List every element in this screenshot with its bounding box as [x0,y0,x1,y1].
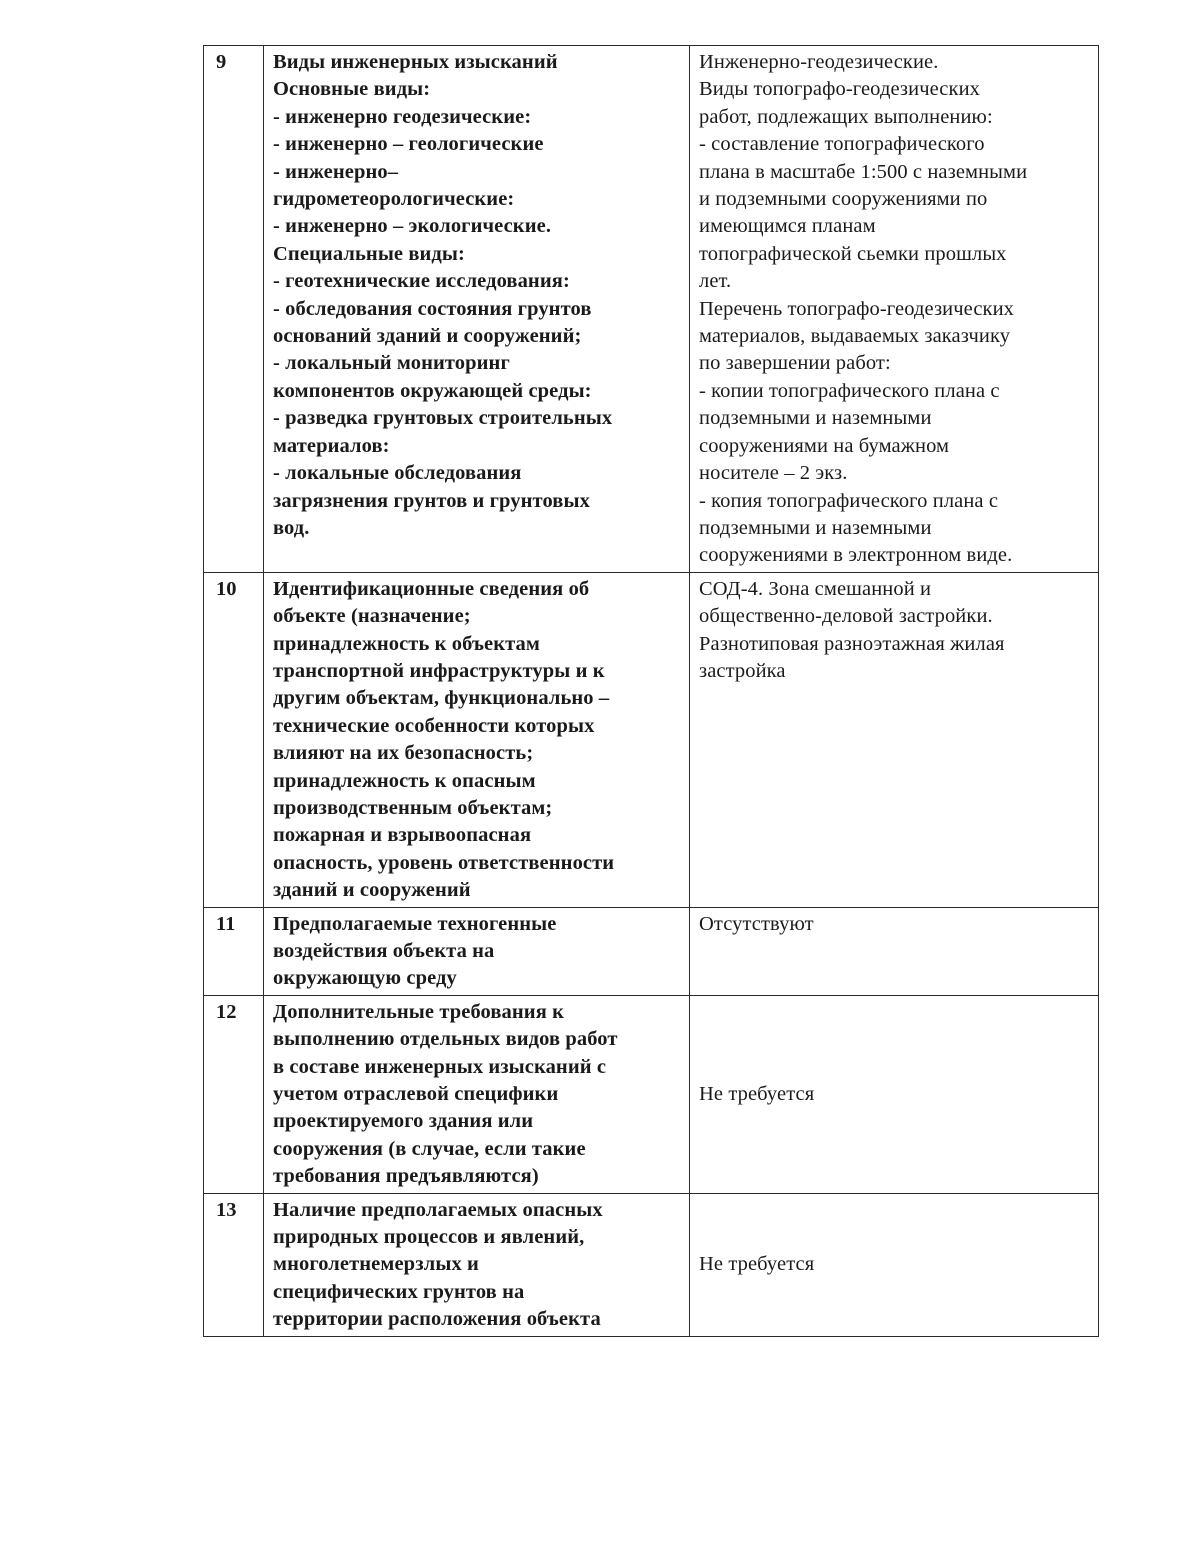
text-line: застройка [699,659,786,682]
text-line: Инженерно-геодезические. [699,51,939,73]
table-body [204,46,1099,1337]
table-row [204,1193,1099,1336]
text-line: Отсутствуют [699,912,814,935]
row-parameter-name [264,46,690,573]
text-line: подземными и наземными [699,516,932,539]
text-line: имеющимся планам [699,215,876,238]
text-line: Виды топографо-геодезических [699,78,980,101]
text-line: плана в масштабе 1:500 с наземными [699,160,1028,183]
text-line: и подземными сооружениями по [699,188,988,211]
text-line: воздействия объекта на [273,940,495,962]
text-line: специфических грунтов на [273,1280,525,1303]
text-line: по завершении работ: [699,352,891,375]
text-line: объекте (назначение; [273,605,471,628]
text-line: территории расположения объекта [273,1308,601,1331]
text-line: Не требуется [699,1083,815,1106]
text-line: - инженерно – геологические [273,133,544,156]
text-line: - локальные обследования [273,462,522,485]
text-line: Специальные виды: [273,242,465,265]
row-value [690,1193,1099,1336]
row-value [690,907,1099,995]
text-line: влияют на их безопасность; [273,742,534,765]
text-line: транспортной инфраструктуры и к [273,659,605,682]
row-parameter-name [264,572,690,907]
text-line: учетом отраслевой специфики [273,1083,559,1106]
text-line: проектируемого здания или [273,1110,534,1133]
text-line: гидрометеорологические: [273,188,515,211]
text-line: материалов: [273,434,390,457]
text-line: СОД-4. Зона смешанной и [699,577,932,600]
text-line: носителе – 2 экз. [699,462,848,485]
row-number: 11 [204,907,264,995]
text-line: зданий и сооружений [273,879,471,902]
text-line: лет. [699,270,732,293]
text-line: требования предъявляются) [273,1165,539,1188]
text-line: - инженерно– [273,160,399,183]
text-line: - геотехнические исследования: [273,270,570,293]
text-line: - копии топографического плана с [699,379,1000,402]
row-value [690,46,1099,573]
text-line: производственным объектам; [273,796,553,819]
text-line: подземными и наземными [699,407,932,430]
text-line: оснований зданий и сооружений; [273,325,582,348]
row-value [690,995,1099,1193]
row-number: 13 [204,1193,264,1336]
table-row [204,907,1099,995]
text-line: загрязнения грунтов и грунтовых [273,489,590,512]
row-parameter-name [264,1193,690,1336]
table-row [204,46,1099,573]
text-line: выполнению отдельных видов работ [273,1028,618,1051]
text-line: Наличие предполагаемых опасных [273,1198,603,1221]
text-line: многолетнемерзлых и [273,1253,479,1276]
text-line: другим объектам, функционально – [273,687,610,710]
text-line: Не требуется [699,1253,815,1276]
table-row [204,572,1099,907]
row-number: 10 [204,572,264,907]
text-line: Перечень топографо-геодезических [699,297,1015,320]
row-value [690,572,1099,907]
text-line: окружающую среду [273,967,457,990]
text-line: - составление топографического [699,133,985,156]
text-line: принадлежность к опасным [273,769,536,792]
text-line: компонентов окружающей среды: [273,379,592,402]
text-line: - инженерно геодезические: [273,105,532,128]
text-line: Виды инженерных изысканий [273,51,558,73]
text-line: Основные виды: [273,78,431,101]
text-line: сооружениями в электронном виде. [699,544,1013,567]
text-line: природных процессов и явлений, [273,1226,585,1249]
text-line: - обследования состояния грунтов [273,297,592,320]
text-line: - копия топографического плана с [699,489,999,512]
text-line: материалов, выдаваемых заказчику [699,325,1011,348]
row-number: 9 [204,46,264,573]
text-line: - разведка грунтовых строительных [273,407,613,430]
requirements-table [203,45,1099,1337]
text-line: работ, подлежащих выполнению: [699,105,993,128]
text-line: опасность, уровень ответственности [273,851,615,874]
row-parameter-name [264,995,690,1193]
text-line: - инженерно – экологические. [273,215,552,238]
text-line: принадлежность к объектам [273,632,540,655]
table-row [204,995,1099,1193]
text-line: вод. [273,516,310,539]
text-line: в составе инженерных изысканий с [273,1055,607,1078]
text-line: Идентификационные сведения об [273,577,590,600]
text-line: пожарная и взрывоопасная [273,824,532,847]
text-line: сооружения (в случае, если такие [273,1137,586,1160]
text-line: Разнотиповая разноэтажная жилая [699,632,1005,655]
text-line: сооружениями на бумажном [699,434,950,457]
text-line: Предполагаемые техногенные [273,912,557,935]
row-parameter-name [264,907,690,995]
text-line: технические особенности которых [273,714,595,737]
text-line: топографической сьемки прошлых [699,242,1007,265]
text-line: - локальный мониторинг [273,352,510,375]
text-line: Дополнительные требования к [273,1000,565,1023]
text-line: общественно-деловой застройки. [699,605,993,628]
row-number: 12 [204,995,264,1193]
